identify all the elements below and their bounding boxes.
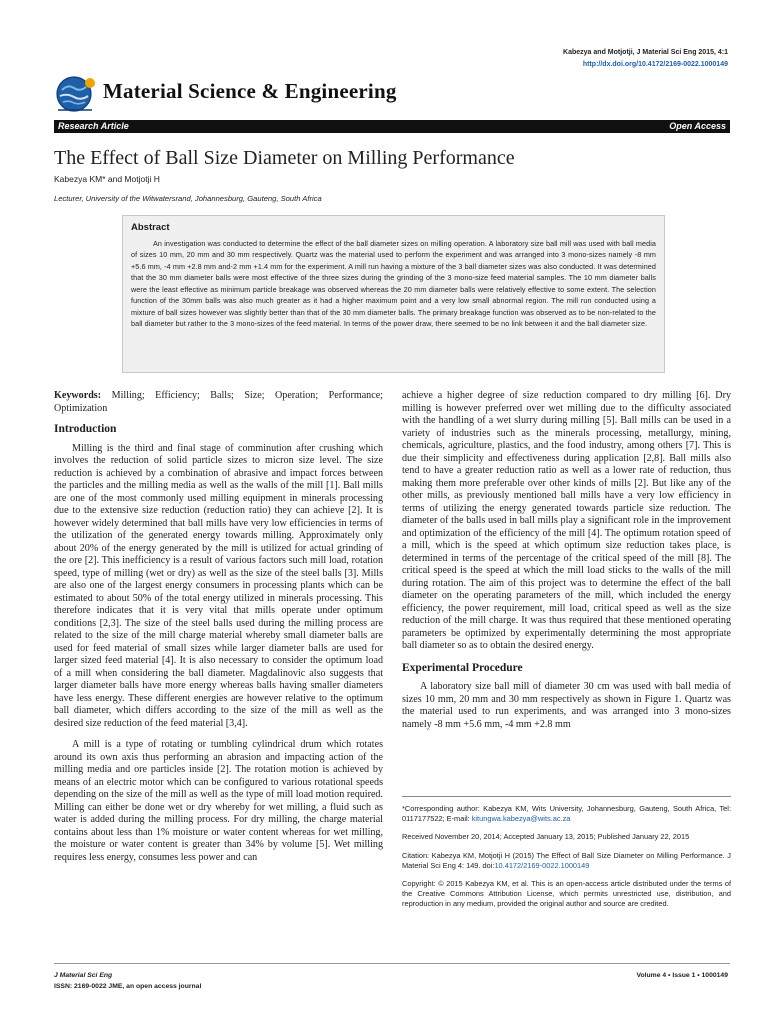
- footer-journal: J Material Sci Eng: [54, 972, 113, 979]
- corresponding-text: *Corresponding author: Kabezya KM, Wits University, Johannesburg, Gauteng, South Africa, Tel: 0117177522; E-mail:: [402, 804, 731, 824]
- copyright-note: Copyright: © 2015 Kabezya KM, et al. This is an open-access article distributed under the terms of the Creative Commons Attribution License, which permits unrestricted use, distribution, and reproduction in any medium, provided the original author and source are credited.: [402, 879, 731, 909]
- citation-doi-link[interactable]: 10.4172/2169-0022.1000149: [494, 860, 590, 870]
- email-link[interactable]: kitungwa.kabezya@wits.ac.za: [471, 814, 571, 824]
- footer-divider: [54, 963, 730, 964]
- footer-volume: Volume 4 • Issue 1 • 1000149: [636, 972, 728, 979]
- introduction-heading: Introduction: [54, 423, 117, 435]
- intro-paragraph-2: A mill is a type of rotating or tumbling cylindrical drum which rotates around its own axis thus performing an abrasion and impacting action of the milling media and ore particles inside [2]. The rotation motion is achieved by means of an electric motor which can be configured to various rotational speeds depending on the size of the mill as well as the type of mill load motion required. Milling can either be done wet or dry whereby for wet milling, a fluid such as water is added during the milling process. For dry milling, the charge material contains about less than 1% moisture or water content whereas for wet milling, the moisture or water content is greater than 34% by volume [5]. Wet milling requires less energy, consumes less power and can: [54, 739, 383, 863]
- citation-line: Kabezya and Motjotji, J Material Sci Eng 2015, 4:1: [563, 49, 728, 56]
- keywords-text: Milling; Efficiency; Balls; Size; Operation; Performance; Optimization: [54, 390, 383, 414]
- footnote-block: [402, 796, 731, 918]
- experimental-heading: Experimental Procedure: [402, 661, 523, 674]
- journal-name: Material Science & Engineering: [103, 79, 397, 103]
- keywords: [54, 390, 383, 415]
- abstract-box: [122, 215, 665, 373]
- citation-text: Citation: Kabezya KM, Motjotji H (2015) The Effect of Ball Size Diameter on Milling Performance. J Material Sci Eng 4: 149. doi:: [402, 850, 731, 870]
- abstract-heading: Abstract: [131, 222, 170, 233]
- keywords-label: Keywords:: [54, 390, 102, 401]
- publisher-logo-icon: [54, 74, 98, 114]
- article-title: The Effect of Ball Size Diameter on Milling Performance: [54, 147, 515, 169]
- footer-issn: ISSN: 2169-0022 JME, an open access journal: [54, 983, 202, 990]
- left-column: [54, 390, 383, 864]
- open-access-label: Open Access: [669, 121, 726, 131]
- author-affiliation: Lecturer, University of the Witwatersrand, Johannesburg, Gauteng, South Africa: [54, 194, 322, 203]
- right-column: [402, 390, 731, 731]
- article-type-label: Research Article: [58, 121, 129, 131]
- intro-paragraph-1: Milling is the third and final stage of comminution after crushing which involves the reduction of solid particle sizes to micron size level. The size reduction is achieved by a combination of abrasive and impact forces between the particles and the milling media as well as the walls of the mill [1]. Ball mills are one of the most commonly used milling equipment in minerals processing due to the extensive size reduction (reduction ratio) they can achieve [2]. It is however widely determined that ball mills have very low efficiencies in terms of the utilization of the generated energy towards milling. Approximately only about 20% of the energy generated by the mill is utilized for actual grinding of the ore [2]. This inefficiency is a result of various factors such mill load, rotation speed, type of milling (wet or dry) as well as the size of the steel balls [3]. Mills are also one of the largest energy consumers in processing plants which can be estimated to about 50% of the total energy utilized in minerals processing. This therefore indicates that it is very vital that mills operate under optimum conditions [2,3]. The size of the steel balls used during the milling process are related to the size of the mill charge material whereby small diameter balls are used for feed material of small sizes while larger diameter balls are used for larger sized feed material [4]. It is also necessary to consider the optimum load of a mill when considering the ball diameter. Magdalinovic also suggests that larger diameter balls have more energy whereas balls having smaller diameters have less energy. These different energies are however relative to the optimum ball diameter, which differs according to the size of the mill as well as the desired size reduction of the feed material [3,4].: [54, 442, 383, 729]
- intro-paragraph-3: achieve a higher degree of size reduction compared to dry milling [6]. Dry milling is however preferred over wet milling due to the difficulty associated with the handling of a wet slurry during milling [5]. Ball mills can be used in a variety of industries such as the minerals processing, metallurgy, mining, chemicals, agriculture, plastics, and the food industry, among others [7]. This is due their simplicity and effectiveness during application [2,8]. Ball mills also tend to have a greater reduction ratio as well as a lower rate of reduction, thus making them more preferable over other kinds of mills [2]. But like any of the other mills, as previously mentioned ball mills have a very low efficiency in terms of utilizing the energy generated towards particle size reduction. The diameter of the balls used in ball mills play a significant role in the improvement and optimization of the efficiency of the mill [4]. The optimum rotation speed of a mill, which is the speed at which optimum size reduction takes place, is determined in terms of the percentage of the critical speed of the mill [8]. The critical speed is the speed at which the mill load sticks to the walls of the mill during rotation. The aim of this project was to determine the effect of the ball diameter on the operating parameters of the mill, which included the energy efficiency, the power requirement, mill load, critical speed as well as the size reduction of the mill charge. It was thus required that these mentioned operating parameters be optimized by experimentally determining the most appropriate ball diameter so as to obtain the desired energy.: [402, 390, 731, 651]
- corresponding-author: [402, 804, 731, 824]
- citation-header: [563, 47, 728, 71]
- experimental-paragraph-1: A laboratory size ball mill of diameter 30 cm was used with ball media of sizes 10 mm, 20 mm and 30 mm respectively as shown in Figure 1. Quartz was the material used to run experiments, and was arranged into 3 mono-sizes namely -8 mm +5.6 mm, -4 mm +2.8 mm: [402, 681, 731, 730]
- footer-left: [54, 970, 201, 992]
- article-type-bar: [54, 120, 730, 133]
- citation-note: [402, 851, 731, 871]
- doi-link[interactable]: http://dx.doi.org/10.4172/2169-0022.1000149: [582, 61, 728, 68]
- received-dates: Received November 20, 2014; Accepted January 13, 2015; Published January 22, 2015: [402, 832, 690, 842]
- article-authors: Kabezya KM* and Motjotji H: [54, 174, 160, 184]
- abstract-text: An investigation was conducted to determine the effect of the ball diameter sizes on milling operation. A laboratory size ball mill was used with ball media of sizes 10 mm, 20 mm and 30 mm respectively. Quartz was the material used to perform the experiment and was arranged into 3 mono-sizes namely -8 mm +5.6 mm, -4 mm +2.8 mm and-2 mm +1.4 mm for the experiment. A mill run having a mixture of the 3 ball diameter sizes was also conducted. It was determined that the 30 mm diameter balls were most effective of the three sizes during the grinding of the 3 mono-size feed material samples. The 10 mm diameter balls were the least effective as minimum particle breakage was observed whereas the 20 mm diameter balls were relatively effective to some extent. The selection function of the 30mm balls was also much greater as it had a higher maximum point and a very low small abnormal region. The mill run conducted using a mixture of ball sizes however was slightly better than that of the 30 mm diameter balls. The primary breakage function was observed as to be non-related to the ball diameter but rather to the 3 mono-sizes of the feed material. In terms of the power draw, there seemed to be no link between it and the ball diameter size.: [131, 239, 656, 329]
